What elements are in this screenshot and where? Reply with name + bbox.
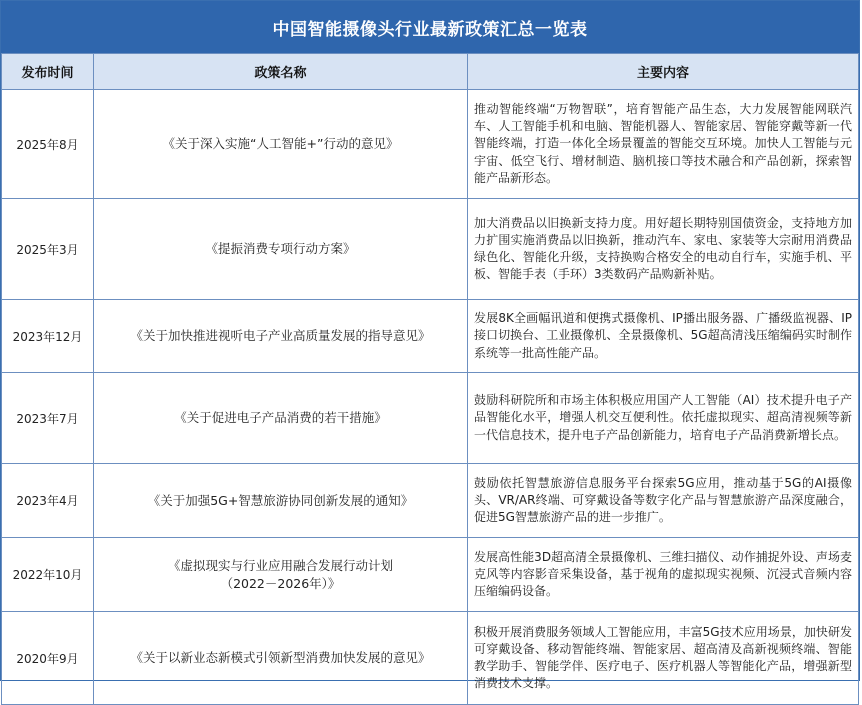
row-date: 2020年9月 bbox=[2, 612, 94, 705]
policy-name-line-1: 《虚拟现实与行业应用融合发展行动计划 bbox=[167, 557, 393, 573]
row-policy-name bbox=[94, 538, 468, 612]
row-date: 2025年8月 bbox=[2, 90, 94, 199]
table-row bbox=[2, 199, 859, 300]
row-date: 2025年3月 bbox=[2, 199, 94, 300]
row-content: 发展高性能3D超高清全景摄像机、三维扫描仪、动作捕捉外设、声场麦克风等内容影音采集设备，基于视角的虚拟现实视频、沉浸式音频内容压缩编码设备。 bbox=[468, 538, 859, 612]
table-row bbox=[2, 373, 859, 464]
row-policy-name: 《关于以新业态新模式引领新型消费加快发展的意见》 bbox=[94, 612, 468, 705]
table-row bbox=[2, 90, 859, 199]
row-content: 积极开展消费服务领域人工智能应用，丰富5G技术应用场景，加快研发可穿戴设备、移动智能终端、智能家居、超高清及高新视频终端、智能教学助手、智能学伴、医疗电子、医疗机器人等智能化产品，增强新型消费技术支撑。 bbox=[468, 612, 859, 705]
row-policy-name: 《提振消费专项行动方案》 bbox=[94, 199, 468, 300]
row-policy-name: 《关于促进电子产品消费的若干措施》 bbox=[94, 373, 468, 464]
table-row bbox=[2, 612, 859, 705]
table-row bbox=[2, 464, 859, 538]
header-row bbox=[2, 54, 859, 90]
row-content: 鼓励科研院所和市场主体积极应用国产人工智能（AI）技术提升电子产品智能化水平，增强人机交互便利性。依托虚拟现实、超高清视频等新一代信息技术，提升电子产品创新能力，培育电子产品消费新增长点。 bbox=[468, 373, 859, 464]
policy-name-line-2: （2022－2026年）》 bbox=[220, 575, 341, 591]
row-date: 2023年7月 bbox=[2, 373, 94, 464]
table-row bbox=[2, 300, 859, 373]
header-date: 发布时间 bbox=[2, 54, 94, 90]
row-content: 加大消费品以旧换新支持力度。用好超长期特别国债资金，支持地方加力扩围实施消费品以旧换新，推动汽车、家电、家装等大宗耐用消费品绿色化、智能化升级，支持换购合格安全的电动自行车，实施手机、平板、智能手表（手环）3类数码产品购新补贴。 bbox=[468, 199, 859, 300]
row-policy-name: 《关于深入实施“人工智能+”行动的意见》 bbox=[94, 90, 468, 199]
header-content: 主要内容 bbox=[468, 54, 859, 90]
header-name: 政策名称 bbox=[94, 54, 468, 90]
row-content: 鼓励依托智慧旅游信息服务平台探索5G应用，推动基于5G的AI摄像头、VR/AR终端、可穿戴设备等数字化产品与智慧旅游产品深度融合，促进5G智慧旅游产品的进一步推广。 bbox=[468, 464, 859, 538]
row-content: 推动智能终端“万物智联”，培育智能产品生态，大力发展智能网联汽车、人工智能手机和电脑、智能机器人、智能家居、智能穿戴等新一代智能终端，打造一体化全场景覆盖的智能交互环境。加快人工智能与元宇宙、低空飞行、增材制造、脑机接口等技术融合和产品创新，探索智能产品新形态。 bbox=[468, 90, 859, 199]
row-date: 2022年10月 bbox=[2, 538, 94, 612]
row-date: 2023年4月 bbox=[2, 464, 94, 538]
policy-table bbox=[1, 53, 859, 705]
row-content: 发展8K全画幅讯道和便携式摄像机、IP播出服务器、广播级监视器、IP接口切换台、工业摄像机、全景摄像机、5G超高清浅压缩编码实时制作系统等一批高性能产品。 bbox=[468, 300, 859, 373]
table-row bbox=[2, 538, 859, 612]
row-policy-name: 《关于加强5G+智慧旅游协同创新发展的通知》 bbox=[94, 464, 468, 538]
row-date: 2023年12月 bbox=[2, 300, 94, 373]
table-title: 中国智能摄像头行业最新政策汇总一览表 bbox=[1, 1, 859, 53]
row-policy-name: 《关于加快推进视听电子产业高质量发展的指导意见》 bbox=[94, 300, 468, 373]
